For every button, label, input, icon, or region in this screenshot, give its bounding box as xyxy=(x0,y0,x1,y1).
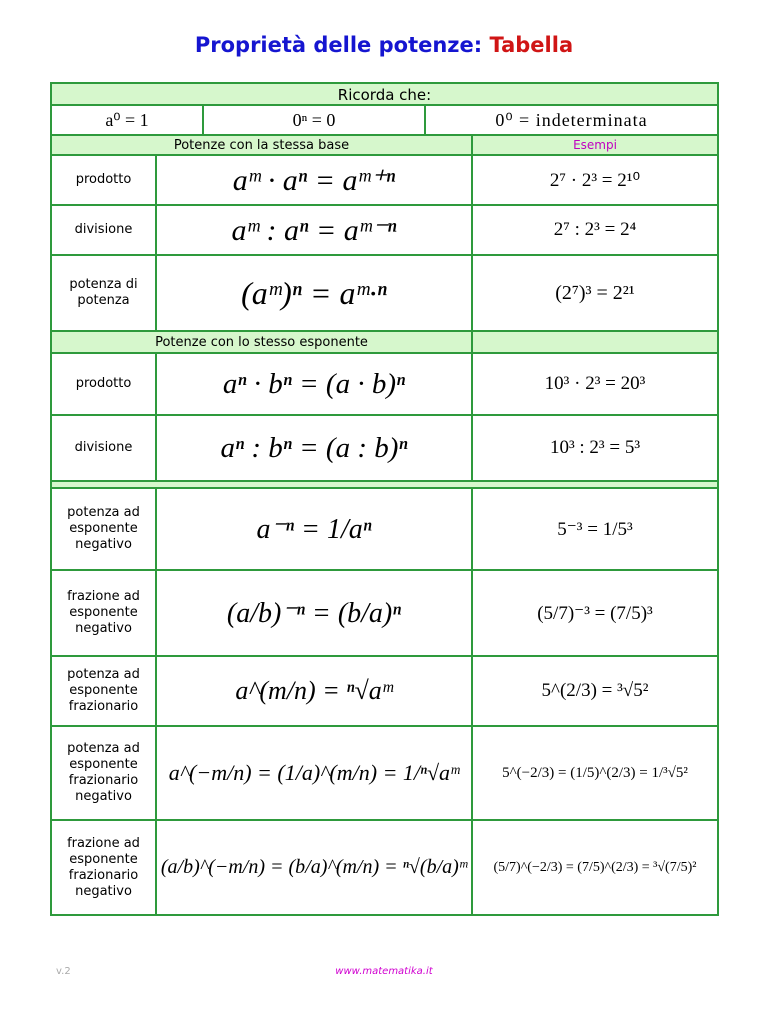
row-label: frazione ad esponente frazionario negativo xyxy=(67,835,140,899)
row-formula: a^(m/n) = ⁿ√aᵐ xyxy=(235,676,393,705)
section2-header-right xyxy=(472,331,718,353)
row-label: potenza ad esponente negativo xyxy=(67,505,140,552)
row-example: 10³ : 2³ = 5³ xyxy=(549,437,641,458)
section1-header: Potenze con la stessa base xyxy=(51,135,472,155)
row-label: potenza di potenza xyxy=(69,277,138,308)
row-label: potenza ad esponente frazionario xyxy=(67,667,140,714)
title-main: Proprietà delle potenze: xyxy=(194,33,483,57)
examples-header: Esempi xyxy=(472,135,718,155)
site-link[interactable]: www.matematika.it xyxy=(335,966,433,977)
row-formula: a^(−m/n) = (1/a)^(m/n) = 1/ⁿ√aᵐ xyxy=(168,760,460,785)
section3-separator xyxy=(51,481,718,488)
row-example: 5^(−2/3) = (1/5)^(2/3) = 1/³√5² xyxy=(502,764,688,781)
ricorda-00: 0⁰ = indeterminata xyxy=(495,109,648,130)
ricorda-0n: 0ⁿ = 0 xyxy=(292,109,336,130)
row-example: 2⁷ · 2³ = 2¹⁰ xyxy=(549,169,641,191)
row-formula: a⁻ⁿ = 1/aⁿ xyxy=(256,514,372,545)
ricorda-a0: a⁰ = 1 xyxy=(105,109,149,130)
row-example: (2⁷)³ = 2²¹ xyxy=(555,281,635,304)
row-formula: aᵐ · aⁿ = aᵐ⁺ⁿ xyxy=(232,163,396,197)
row-formula: aᵐ : aⁿ = aᵐ⁻ⁿ xyxy=(231,213,397,247)
title-tabella: Tabella xyxy=(489,33,574,57)
row-example: (5/7)⁻³ = (7/5)³ xyxy=(537,602,653,624)
section2-header: Potenze con lo stesso esponente xyxy=(51,331,472,353)
page-title xyxy=(0,33,768,57)
row-formula: (a/b)⁻ⁿ = (b/a)ⁿ xyxy=(226,598,402,629)
row-formula: (a/b)^(−m/n) = (b/a)^(m/n) = ⁿ√(b/a)ᵐ xyxy=(160,856,468,878)
row-example: (5/7)^(−2/3) = (7/5)^(2/3) = ³√(7/5)² xyxy=(493,859,697,875)
ricorda-header: Ricorda che: xyxy=(51,83,718,105)
row-example: 2⁷ : 2³ = 2⁴ xyxy=(553,219,637,240)
row-label: prodotto xyxy=(75,172,132,187)
row-label: divisione xyxy=(74,222,133,237)
row-label: frazione ad esponente negativo xyxy=(67,589,140,636)
row-example: 5⁻³ = 1/5³ xyxy=(557,518,633,540)
row-label: prodotto xyxy=(75,376,132,391)
row-formula: aⁿ : bⁿ = (a : b)ⁿ xyxy=(220,431,408,464)
row-label: potenza ad esponente frazionario negativo xyxy=(67,741,140,804)
row-example: 5^(2/3) = ³√5² xyxy=(541,680,649,701)
row-label: divisione xyxy=(74,440,133,455)
version-label: v.2 xyxy=(56,966,71,977)
row-formula: aⁿ · bⁿ = (a · b)ⁿ xyxy=(222,367,406,400)
row-example: 10³ · 2³ = 20³ xyxy=(544,373,646,394)
row-formula: (aᵐ)ⁿ = aᵐ·ⁿ xyxy=(241,274,387,311)
